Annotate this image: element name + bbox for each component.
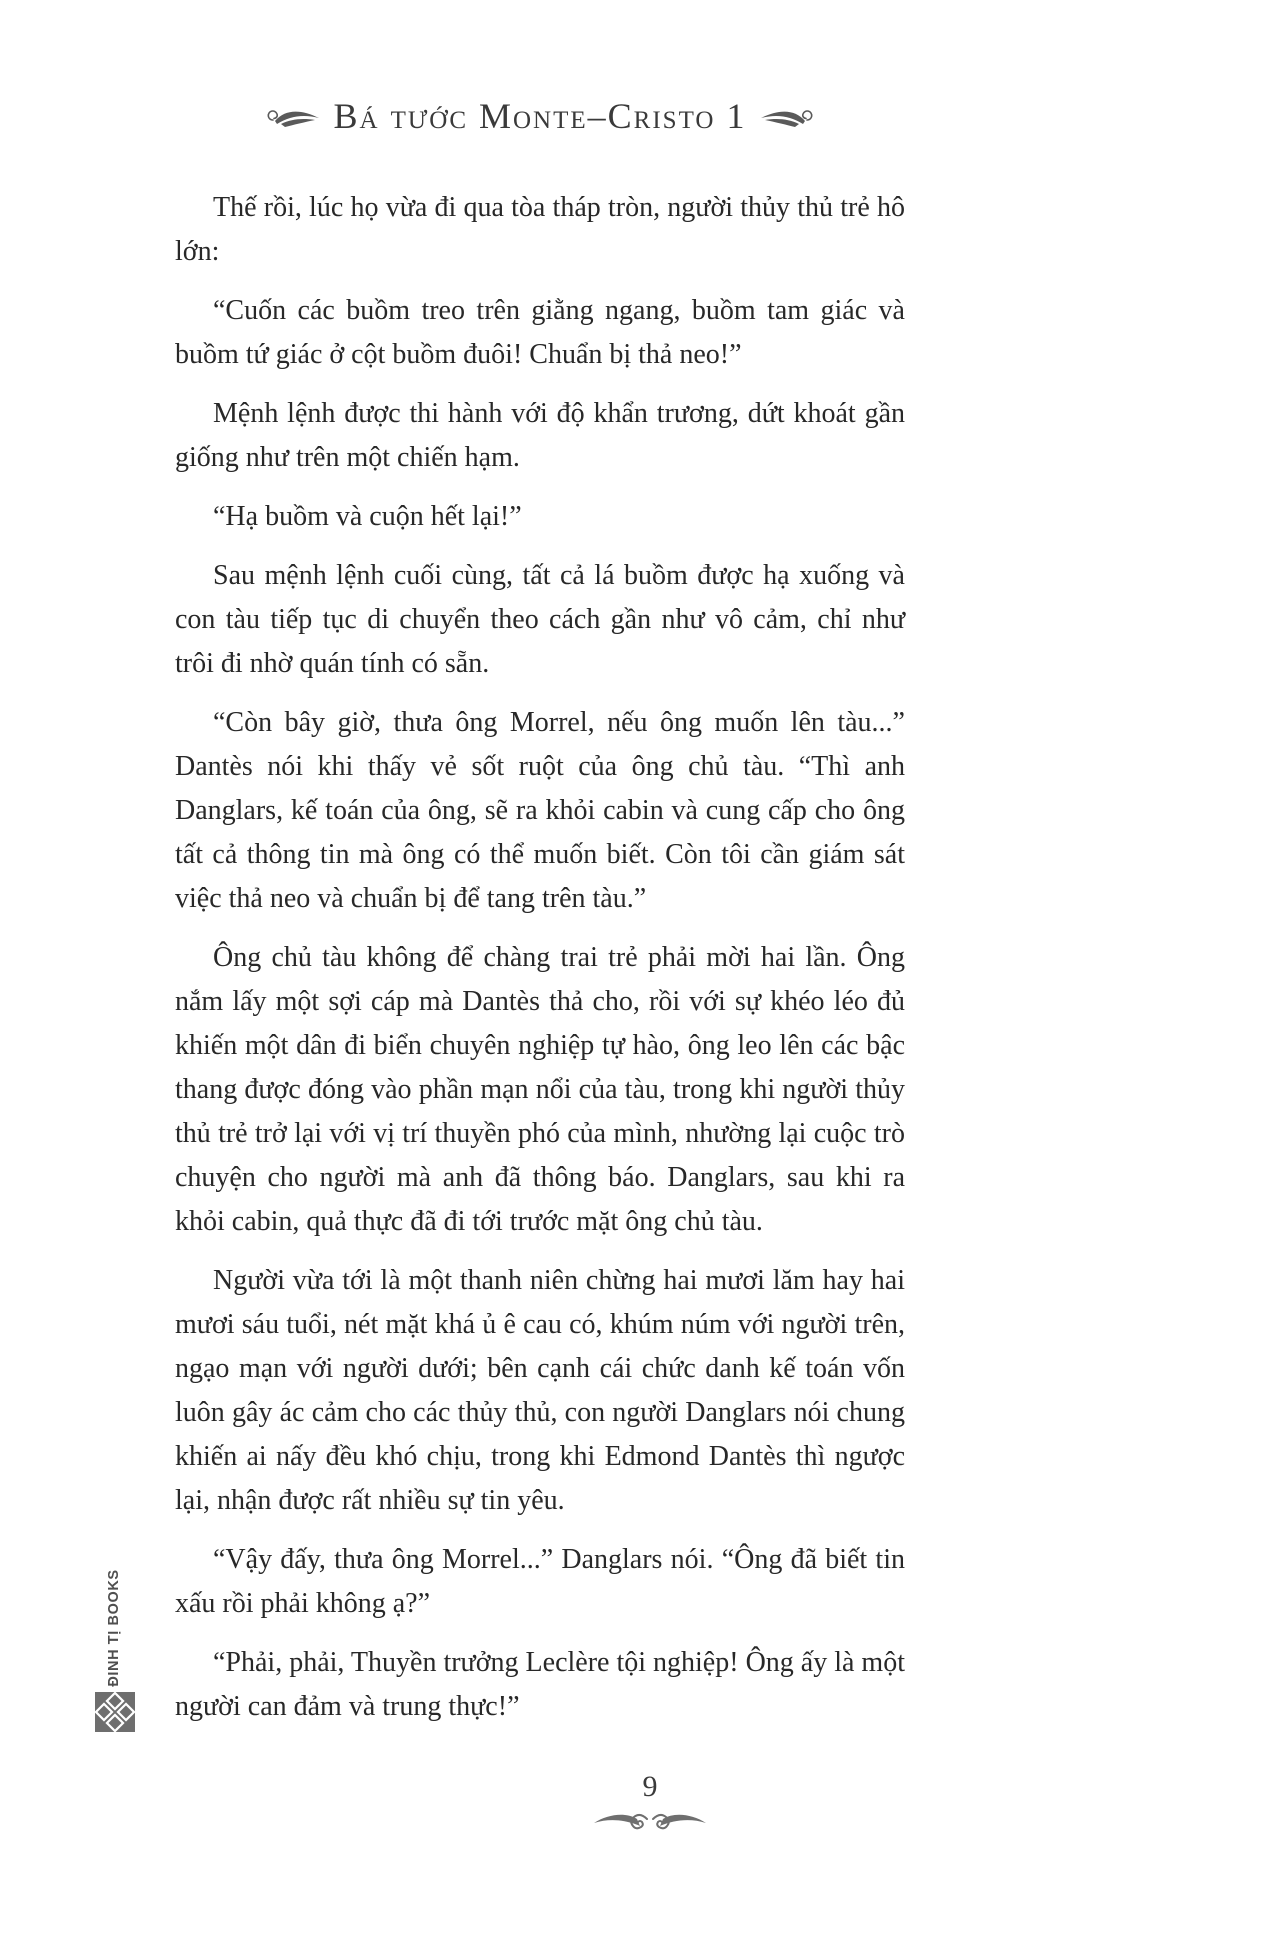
page-body bbox=[175, 186, 905, 1744]
paragraph: “Hạ buồm và cuộn hết lại!” bbox=[213, 501, 522, 532]
paragraph: “Vậy đấy, thưa ông Morrel...” Danglars nói. “Ông đã biết tin xấu rồi phải không ạ?” bbox=[175, 1544, 905, 1619]
paragraph: “Còn bây giờ, thưa ông Morrel, nếu ông muốn lên tàu...” Dantès nói khi thấy vẻ sốt ruột của ông chủ tàu. “Thì anh Danglars, kế toán của ông, sẽ ra khỏi cabin và cung cấp cho ông tất cả thông tin mà ông có thể muốn biết. Còn tôi cần giám sát việc thả neo và chuẩn bị để tang trên tàu.” bbox=[175, 707, 905, 914]
header-flourish-left-icon bbox=[262, 101, 320, 131]
paragraph: Mệnh lệnh được thi hành với độ khẩn trương, dứt khoát gần giống như trên một chiến hạm. bbox=[175, 398, 905, 473]
page-footer bbox=[570, 1772, 730, 1839]
publisher-name: ĐINH TỊ BOOKS bbox=[106, 1569, 122, 1687]
header-flourish-right-icon bbox=[760, 101, 818, 131]
page-number: 9 bbox=[642, 1770, 658, 1803]
paragraph: “Phải, phải, Thuyền trưởng Leclère tội nghiệp! Ông ấy là một người can đảm và trung thực!” bbox=[175, 1647, 905, 1722]
paragraph: “Cuốn các buồm treo trên giằng ngang, buồm tam giác và buồm tứ giác ở cột buồm đuôi! Chuẩn bị thả neo!” bbox=[175, 295, 905, 370]
paragraph: Người vừa tới là một thanh niên chừng hai mươi lăm hay hai mươi sáu tuổi, nét mặt khá ủ ê cau có, khúm núm với người trên, ngạo mạn với người dưới; bên cạnh cái chức danh kế toán vốn luôn gây ác cảm cho các thủy thủ, con người Danglars nói chung khiến ai nấy đều khó chịu, trong khi Edmond Dantès thì ngược lại, nhận được rất nhiều sự tin yêu. bbox=[175, 1265, 905, 1516]
book-title: Bá tước Monte–Cristo 1 bbox=[333, 96, 747, 136]
running-head bbox=[175, 98, 905, 134]
footer-flourish-icon bbox=[570, 1807, 730, 1839]
paragraph: Sau mệnh lệnh cuối cùng, tất cả lá buồm được hạ xuống và con tàu tiếp tục di chuyển theo cách gần như vô cảm, chỉ như trôi đi nhờ quán tính có sẵn. bbox=[175, 560, 905, 679]
paragraph: Ông chủ tàu không để chàng trai trẻ phải mời hai lần. Ông nắm lấy một sợi cáp mà Dantès thả cho, rồi với sự khéo léo đủ khiến một dân đi biển chuyên nghiệp tự hào, ông leo lên các bậc thang được đóng vào phần mạn nổi của tàu, trong khi người thủy thủ trẻ trở lại với vị trí thuyền phó của mình, nhường lại cuộc trò chuyện cho người mà anh đã thông báo. Danglars, sau khi ra khỏi cabin, quả thực đã đi tới trước mặt ông chủ tàu. bbox=[175, 942, 905, 1237]
paragraph: Thế rồi, lúc họ vừa đi qua tòa tháp tròn, người thủy thủ trẻ hô lớn: bbox=[175, 192, 905, 267]
publisher-logo-icon bbox=[95, 1692, 135, 1732]
